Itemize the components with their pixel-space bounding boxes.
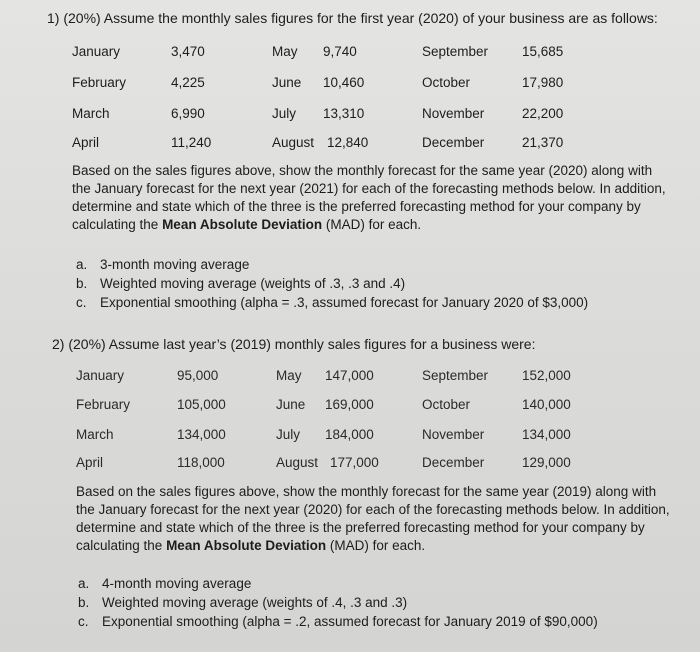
q2-month: January: [76, 368, 125, 383]
q2-month: September: [422, 368, 489, 383]
q1-month: March: [72, 106, 110, 121]
q1-month: July: [272, 106, 297, 121]
q1-month: June: [272, 75, 302, 90]
q2-value: 184,000: [325, 427, 374, 442]
q2-month: June: [276, 397, 306, 412]
q2-month: July: [276, 427, 301, 442]
q2-value: 134,000: [177, 427, 226, 442]
q2-month: August: [276, 455, 319, 470]
question-2-instructions: Based on the sales figures above, show the monthly forecast for the same year (2019) along with the January forecast for the next year (2020) for each of the forecasting methods below. In addition, determine and state which of the three is the preferred forecasting method for your company by calculating the Mean Absolute Deviation (MAD) for each.: [76, 484, 670, 553]
q2-option-b: b. Weighted moving average (weights of .4, .3 and .3): [78, 595, 408, 610]
q1-value: 4,225: [171, 75, 205, 90]
q1-value: 10,460: [323, 75, 365, 90]
q1-value: 11,240: [171, 135, 212, 150]
q1-option-a: a. 3-month moving average: [76, 257, 250, 272]
q2-value: 118,000: [177, 455, 225, 470]
q2-option-a: a. 4-month moving average: [78, 576, 252, 591]
q1-value: 17,980: [522, 75, 564, 90]
q2-option-c: c. Exponential smoothing (alpha = .2, assumed forecast for January 2019 of $90,000): [78, 614, 598, 629]
mad-emphasis: Mean Absolute Deviation: [166, 538, 327, 553]
q1-value: 22,200: [522, 106, 564, 121]
question-1-title: 1) (20%) Assume the monthly sales figures for the first year (2020) of your business are as follows:: [47, 10, 658, 26]
q1-value: 3,470: [171, 44, 205, 59]
q1-month: February: [72, 75, 127, 90]
q1-month: October: [422, 75, 471, 90]
q1-month: May: [272, 44, 298, 59]
q1-month: August: [272, 135, 315, 150]
question-1-instructions: Based on the sales figures above, show the monthly forecast for the same year (2020) along with the January forecast for the next year (2021) for each of the forecasting methods below. In addition, determine and state which of the three is the preferred forecasting method for your company by calculating the Mean Absolute Deviation (MAD) for each.: [72, 163, 666, 232]
question-2-title: 2) (20%) Assume last year’s (2019) monthly sales figures for a business were:: [52, 336, 536, 352]
q2-month: November: [422, 427, 485, 442]
q2-value: 152,000: [522, 368, 571, 383]
q1-option-c: c. Exponential smoothing (alpha = .3, assumed forecast for January 2020 of $3,000): [76, 295, 589, 310]
q1-value: 9,740: [323, 44, 357, 59]
q1-value: 6,990: [171, 106, 205, 121]
q2-value: 140,000: [522, 397, 571, 412]
q2-month: April: [76, 455, 104, 470]
q2-month: May: [276, 368, 302, 383]
q1-value: 21,370: [522, 135, 564, 150]
q2-month: October: [422, 397, 471, 412]
q1-month: January: [72, 44, 121, 59]
q2-month: February: [76, 397, 131, 412]
q1-value: 15,685: [522, 44, 564, 59]
mad-emphasis: Mean Absolute Deviation: [162, 217, 323, 232]
q1-month: November: [422, 106, 485, 121]
q2-value: 177,000: [330, 455, 379, 470]
q1-value: 12,840: [327, 135, 369, 150]
q1-month: April: [72, 135, 100, 150]
q1-month: December: [422, 135, 485, 150]
q1-value: 13,310: [323, 106, 365, 121]
q2-value: 105,000: [177, 397, 226, 412]
q2-value: 169,000: [325, 397, 374, 412]
q1-option-b: b. Weighted moving average (weights of .3, .3 and .4): [76, 276, 406, 291]
q2-value: 147,000: [325, 368, 374, 383]
q1-month: September: [422, 44, 489, 59]
q2-value: 129,000: [522, 455, 571, 470]
q2-value: 134,000: [522, 427, 571, 442]
q2-value: 95,000: [177, 368, 219, 383]
q2-month: December: [422, 455, 485, 470]
q2-month: March: [76, 427, 114, 442]
